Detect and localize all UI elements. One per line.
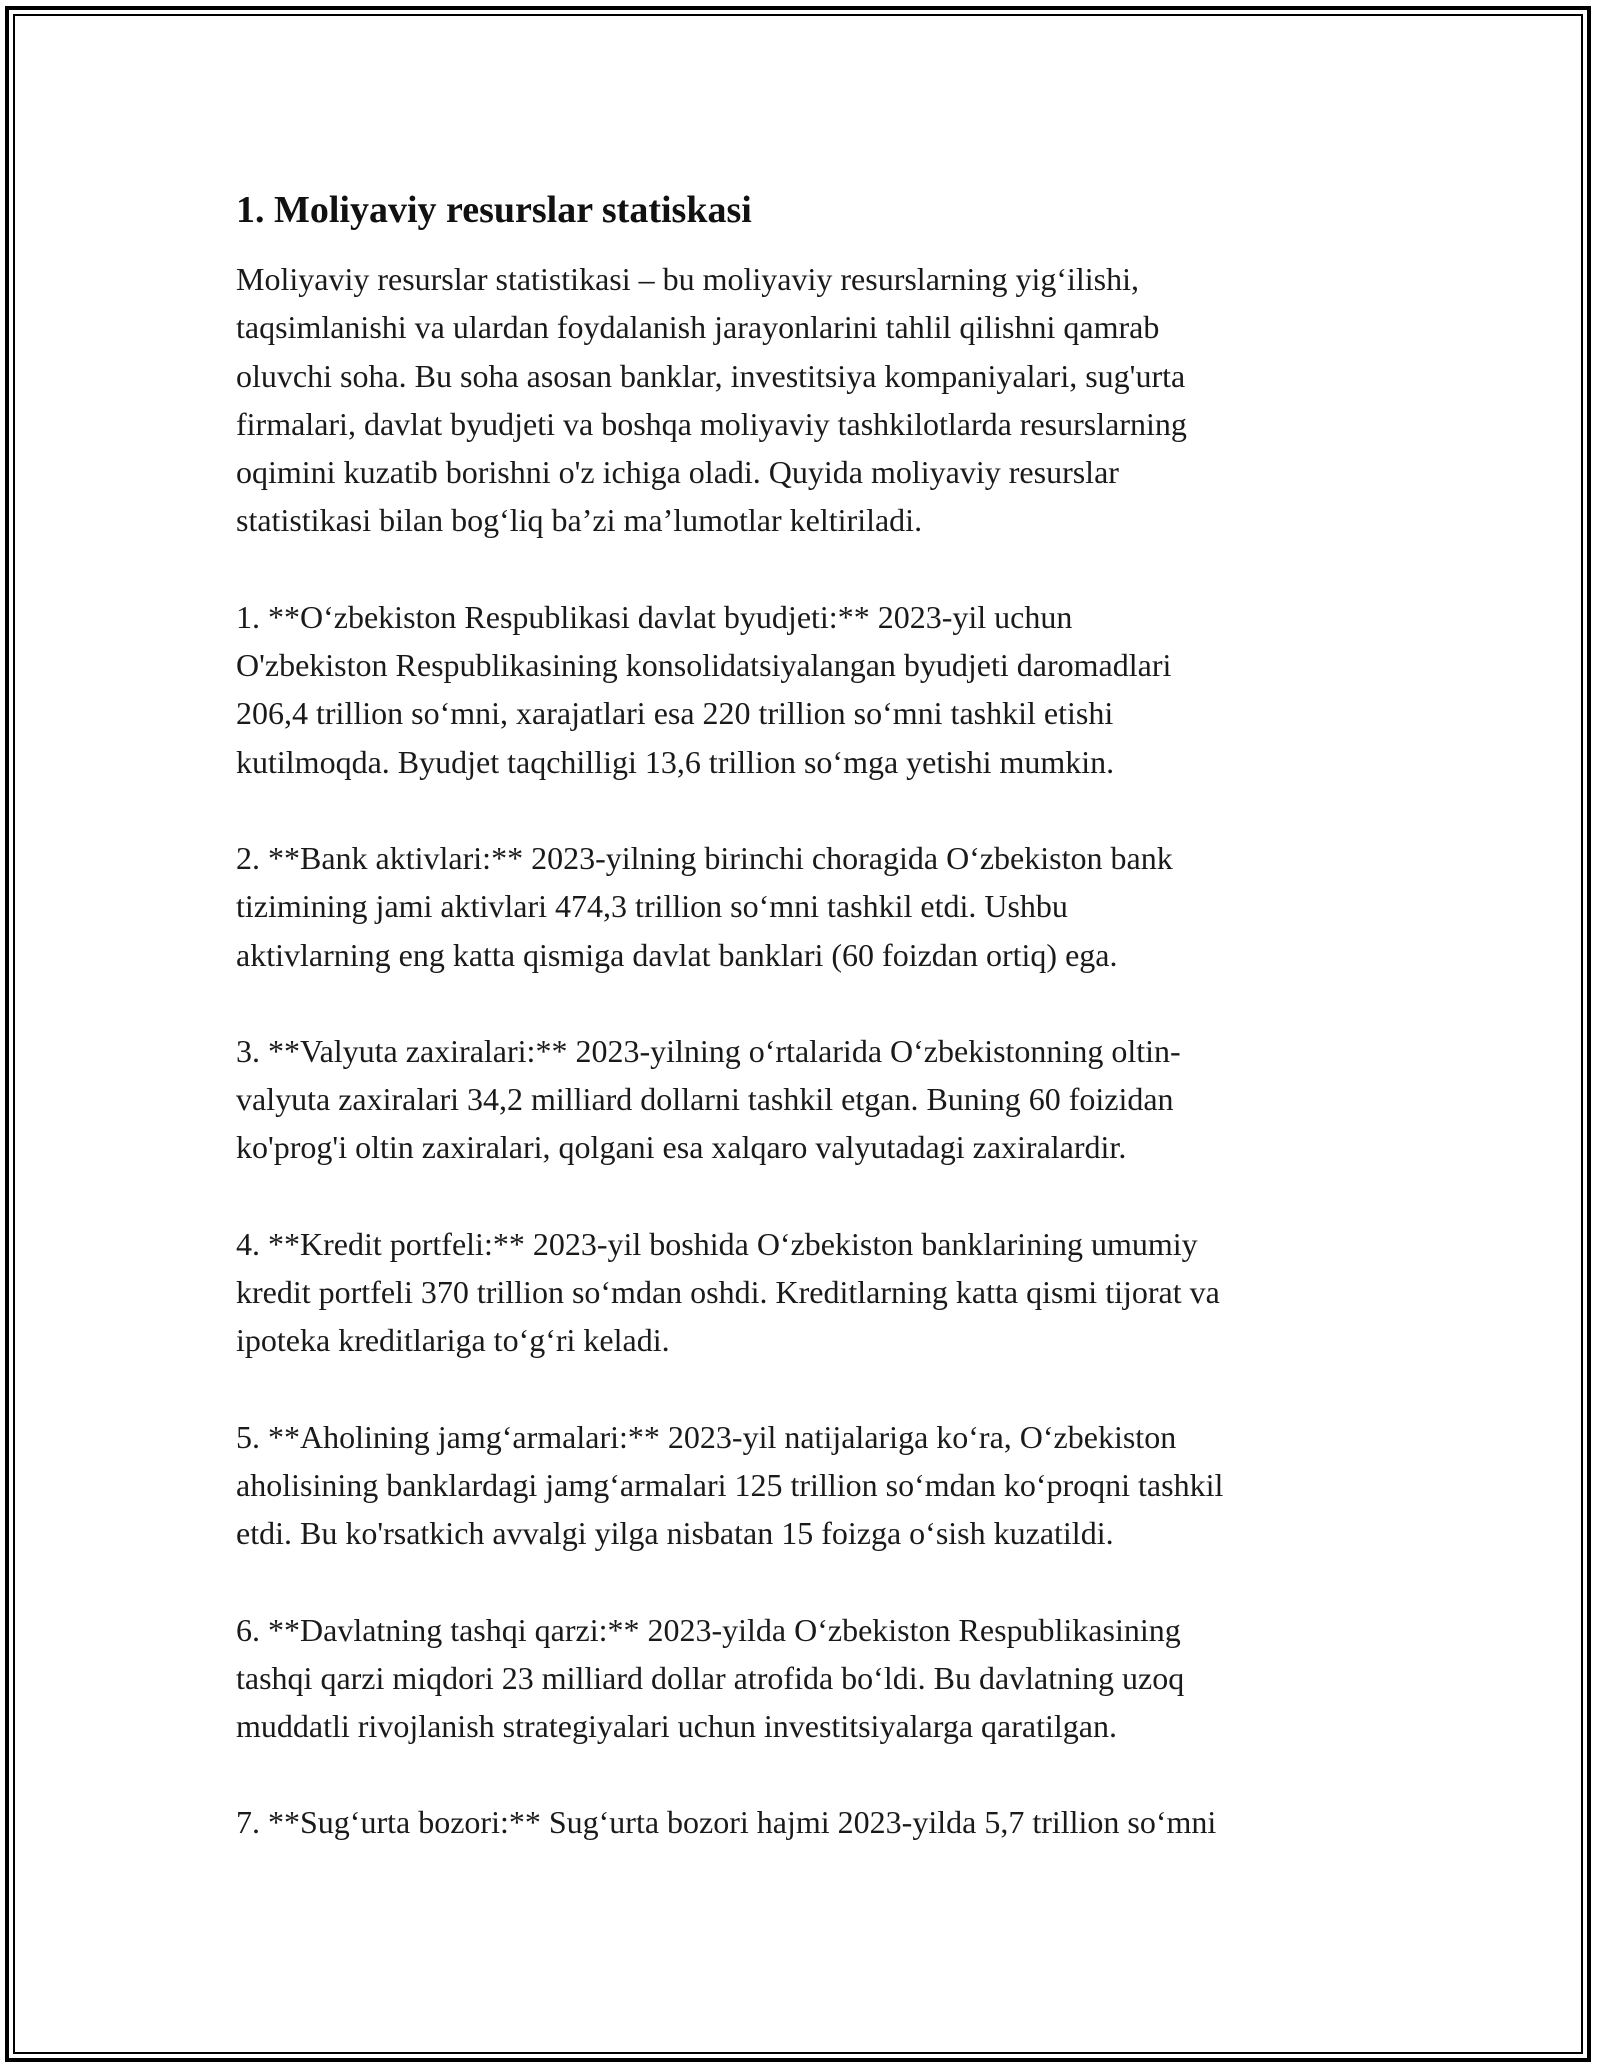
list-item: 1. **O‘zbekiston Respublikasi davlat byudjeti:** 2023-yil uchun O'zbekiston Respublikasining konsolidatsiyalangan byudjeti daromadlari 206,4 trillion so‘mni, xarajatlari esa 220 trillion so‘mni tashkil etishi kutilmoqda. Byudjet taqchilligi 13,6 trillion so‘mga yetishi mumkin. (236, 598, 1172, 780)
list-item: 6. **Davlatning tashqi qarzi:** 2023-yilda O‘zbekiston Respublikasining tashqi qarzi miqdori 23 milliard dollar atrofida bo‘ldi. Bu davlatning uzoq muddatli rivojlanish strategiyalari uchun investitsiyalarga qaratilgan. (236, 1611, 1185, 1745)
document-title: 1. Moliyaviy resurslar statiskasi (236, 189, 752, 231)
list-item: 5. **Aholining jamg‘armalari:** 2023-yil natijalariga ko‘ra, O‘zbekiston aholisining banklardagi jamg‘armalari 125 trillion so‘mdan ko‘proqni tashkil etdi. Bu ko'rsatkich avvalgi yilga nisbatan 15 foizga o‘sish kuzatildi. (236, 1418, 1224, 1552)
list-item: 4. **Kredit portfeli:** 2023-yil boshida O‘zbekiston banklarining umumiy kredit portfeli 370 trillion so‘mdan oshdi. Kreditlarning katta qismi tijorat va ipoteka kreditlariga to‘g‘ri keladi. (236, 1225, 1220, 1359)
intro-paragraph: Moliyaviy resurslar statistikasi – bu moliyaviy resurslarning yig‘ilishi, taqsimlanishi va ulardan foydalanish jarayonlarini tahlil qilishni qamrab oluvchi soha. Bu soha asosan banklar, investitsiya kompaniyalari, sug'urta firmalari, davlat byudjeti va boshqa moliyaviy tashkilotlarda resurslarning oqimini kuzatib borishni o'z ichiga oladi. Quyida moliyaviy resurslar statistikasi bilan bog‘liq ba’zi ma’lumotlar keltiriladi. (236, 261, 1187, 539)
document-page (236, 185, 1386, 1895)
list-item: 2. **Bank aktivlari:** 2023-yilning birinchi choragida O‘zbekiston bank tizimining jami aktivlari 474,3 trillion so‘mni tashkil etdi. Ushbu aktivlarning eng katta qismiga davlat banklari (60 foizdan ortiq) ega. (236, 839, 1173, 973)
list-item: 3. **Valyuta zaxiralari:** 2023-yilning o‘rtalarida O‘zbekistonning oltin- valyuta zaxiralari 34,2 milliard dollarni tashkil etgan. Buning 60 foizidan ko'prog'i oltin zaxiralari, qolgani esa xalqaro valyutadagi zaxiralardir. (236, 1032, 1181, 1166)
list-item: 7. **Sug‘urta bozori:** Sug‘urta bozori hajmi 2023-yilda 5,7 trillion so‘mni (236, 1804, 1217, 1841)
